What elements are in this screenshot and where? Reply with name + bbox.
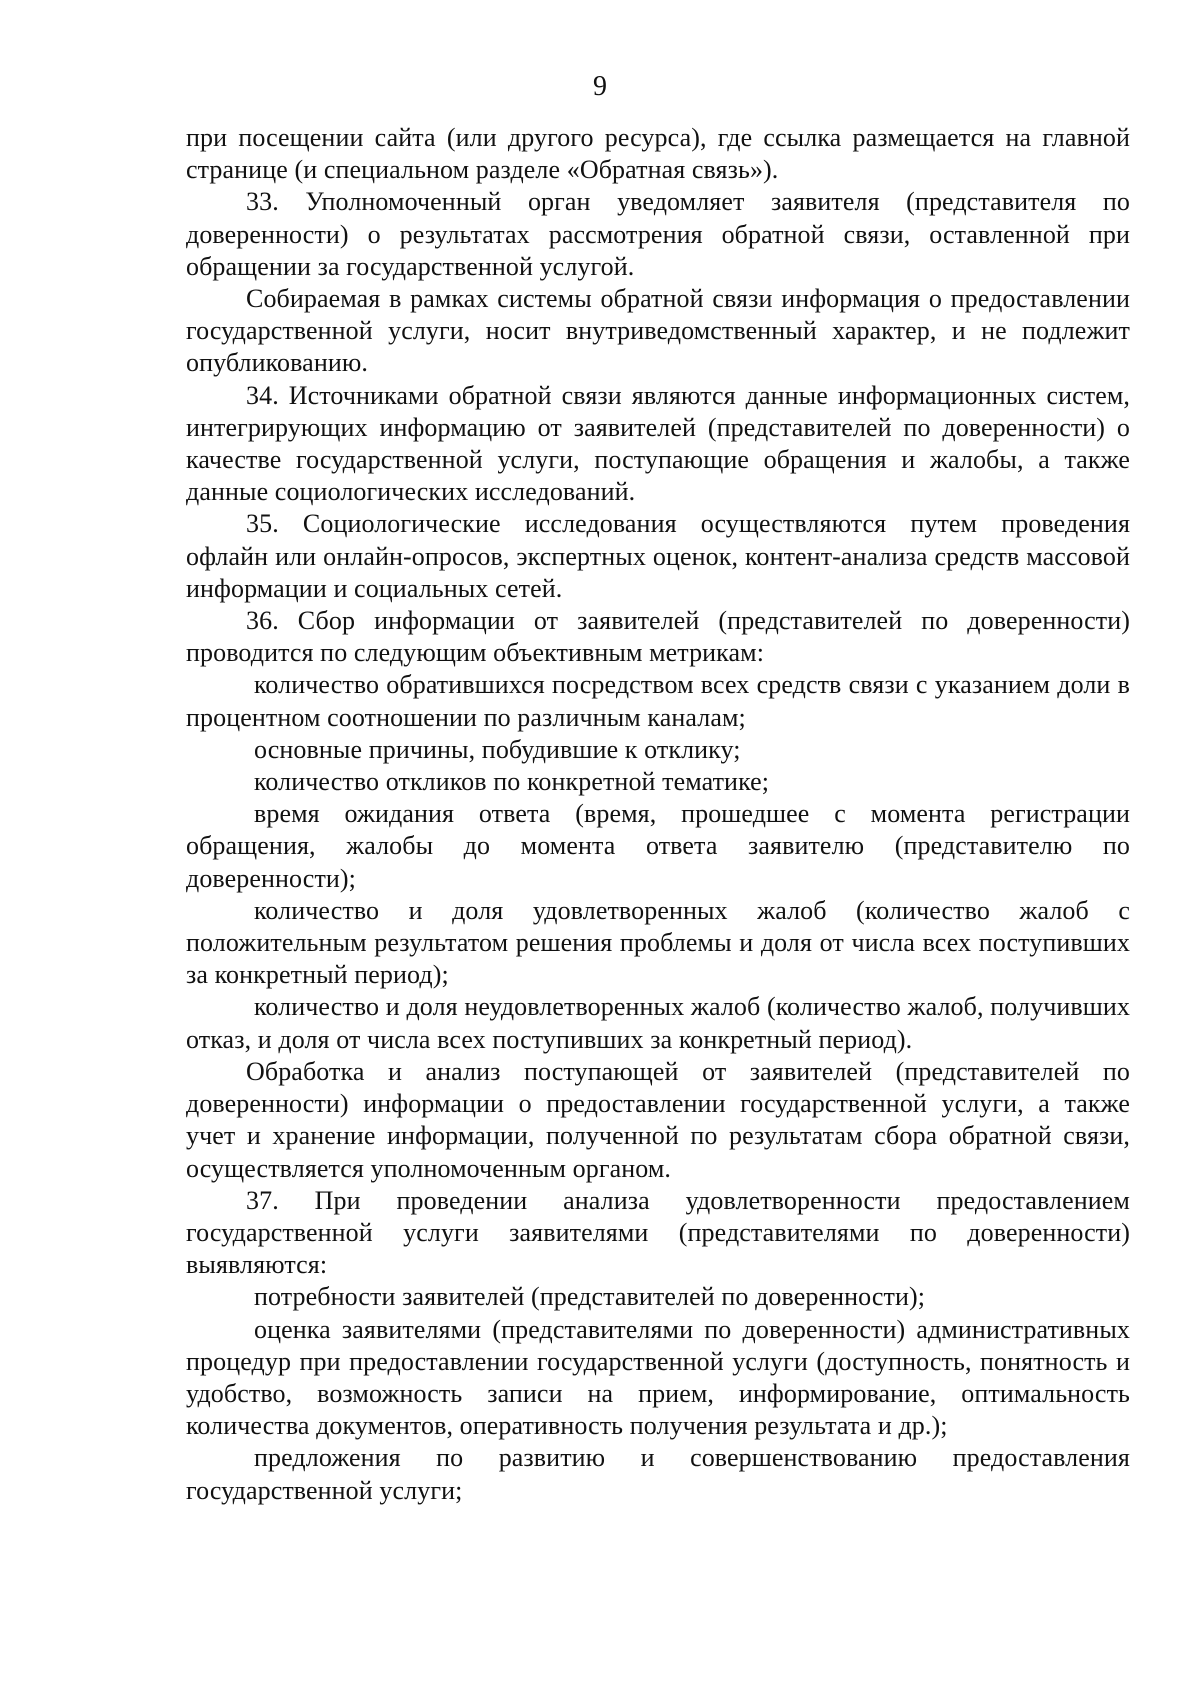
metric-item: время ожидания ответа (время, прошедшее с момента регистрации обращения, жалобы до момента ответа заявителю (представителю по доверенности); — [186, 799, 1130, 893]
metric-item: основные причины, побудившие к отклику; — [254, 734, 741, 764]
analysis-item: потребности заявителей (представителей по доверенности); — [254, 1282, 926, 1312]
paragraph-35: 35. Социологические исследования осуществляются путем проведения офлайн или онлайн-опросов, экспертных оценок, контент-анализа средств массовой информации и социальных сетей. — [186, 509, 1130, 603]
page-number: 9 — [593, 71, 607, 102]
document-body — [186, 122, 1130, 1507]
paragraph-36: 36. Сбор информации от заявителей (представителей по доверенности) проводится по следующим объективным метрикам: — [186, 606, 1130, 668]
paragraph-feedback-info: Собираемая в рамках системы обратной связи информация о предоставлении государственной услуги, носит внутриведомственный характер, и не подлежит опубликованию. — [186, 284, 1130, 378]
paragraph-37: 37. При проведении анализа удовлетворенности предоставлением государственной услуги заявителями (представителями по доверенности) выявляются: — [186, 1185, 1130, 1280]
analysis-item: оценка заявителями (представителями по доверенности) административных процедур при предоставлении государственной услуги (доступность, понятность и удобство, возможность записи на прием, информирование, оптимальность количества документов, оперативность получения результата и др.); — [186, 1314, 1130, 1441]
paragraph-34: 34. Источниками обратной связи являются данные информационных систем, интегрирующих информацию от заявителей (представителей по доверенности) о качестве государственной услуги, поступающие обращения и жалобы, а также данные социологических исследований. — [186, 380, 1130, 507]
paragraph-continuation: при посещении сайта (или другого ресурса), где ссылка размещается на главной странице (и специальном разделе «Обратная связь»). — [186, 123, 1130, 185]
analysis-item: предложения по развитию и совершенствованию предоставления государственной услуги; — [186, 1443, 1130, 1505]
paragraph-processing: Обработка и анализ поступающей от заявителей (представителей по доверенности) информации о предоставлении государственной услуги, а также учет и хранение информации, полученной по результатам сбора обратной связи, осуществляется уполномоченным органом. — [186, 1056, 1130, 1183]
metric-item: количество откликов по конкретной тематике; — [254, 767, 770, 797]
paragraph-33: 33. Уполномоченный орган уведомляет заявителя (представителя по доверенности) о результатах рассмотрения обратной связи, оставленной при обращении за государственной услугой. — [186, 187, 1130, 281]
metric-item: количество и доля удовлетворенных жалоб (количество жалоб с положительным результатом решения проблемы и доля от числа всех поступивших за конкретный период); — [186, 895, 1130, 990]
metric-item: количество обратившихся посредством всех средств связи с указанием доли в процентном соотношении по различным каналам; — [186, 670, 1130, 732]
metric-item: количество и доля неудовлетворенных жалоб (количество жалоб, получивших отказ, и доля от числа всех поступивших за конкретный период). — [186, 992, 1130, 1054]
